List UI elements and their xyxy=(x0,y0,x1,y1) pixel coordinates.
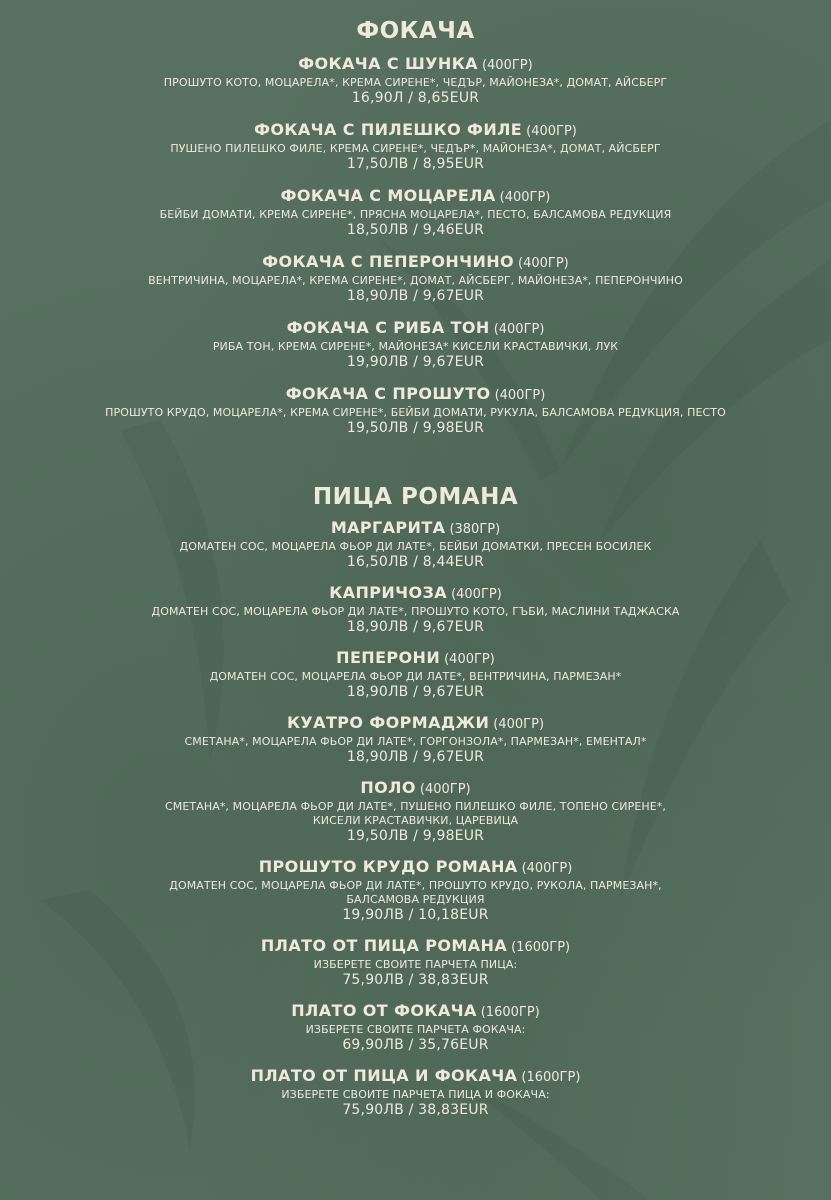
item-name: ФОКАЧА С РИБА ТОН xyxy=(286,318,490,337)
item-description: ДОМАТЕН СОС, МОЦАРЕЛА ФЬОР ДИ ЛАТЕ*, БЕЙБИ ДОМАТКИ, ПРЕСЕН БОСИЛЕК xyxy=(179,540,652,553)
item-name: КУАТРО ФОРМАДЖИ xyxy=(286,713,490,732)
item-description: ДОМАТЕН СОС, МОЦАРЕЛА ФЬОР ДИ ЛАТЕ*, ПРОШУТО КОТО, ГЪБИ, МАСЛИНИ ТАДЖАСКА xyxy=(151,605,680,618)
item-weight: (400ГР) xyxy=(444,652,495,667)
item-weight: (400ГР) xyxy=(494,388,546,403)
item-description: БЕЙБИ ДОМАТИ, КРЕМА СИРЕНЕ*, ПРЯСНА МОЦАРЕЛА*, ПЕСТО, БАЛСАМОВА РЕДУКЦИЯ xyxy=(159,208,672,221)
section-focaccia xyxy=(0,16,831,437)
item-weight: (400ГР) xyxy=(493,322,545,337)
item-name: ПЛАТО ОТ ПИЦА И ФОКАЧА xyxy=(250,1066,518,1085)
item-price: 75,90ЛВ / 38,83EUR xyxy=(342,1102,489,1118)
item-name: ФОКАЧА С МОЦАРЕЛА xyxy=(280,186,496,205)
item-description: РИБА ТОН, КРЕМА СИРЕНЕ*, МАЙОНЕЗА* КИСЕЛИ КРАСТАВИЧКИ, ЛУК xyxy=(212,340,619,353)
menu-item xyxy=(0,54,831,107)
menu-item xyxy=(0,1001,831,1054)
item-name: ФОКАЧА С ШУНКА xyxy=(298,54,478,73)
item-name: ФОКАЧА С ПЕПЕРОНЧИНО xyxy=(262,252,515,271)
item-name: ФОКАЧА С ПРОШУТО xyxy=(285,384,491,403)
menu-item xyxy=(0,713,831,766)
item-description: СМЕТАНА*, МОЦАРЕЛА ФЬОР ДИ ЛАТЕ*, ГОРГОНЗОЛА*, ПАРМЕЗАН*, ЕМЕНТАЛ* xyxy=(184,735,647,748)
item-price: 18,90ЛВ / 9,67EUR xyxy=(346,288,485,304)
menu-items xyxy=(0,518,831,1119)
menu-item xyxy=(0,857,831,924)
item-description-line-2: КИСЕЛИ КРАСТАВИЧКИ, ЦАРЕВИЦА xyxy=(312,814,519,827)
item-weight: (400ГР) xyxy=(493,717,545,732)
item-price: 19,50ЛВ / 9,98EUR xyxy=(346,420,485,436)
item-price: 17,50ЛВ / 8,95EUR xyxy=(346,156,485,172)
item-name: ФОКАЧА С ПИЛЕШКО ФИЛЕ xyxy=(254,120,523,139)
item-name: ПЕПЕРОНИ xyxy=(336,648,441,667)
item-description: ИЗБЕРЕТЕ СВОИТЕ ПАРЧЕТА ФОКАЧА: xyxy=(305,1023,526,1036)
item-price: 69,90ЛВ / 35,76EUR xyxy=(342,1037,489,1053)
item-name: ПЛАТО ОТ ПИЦА РОМАНА xyxy=(260,936,508,955)
section-pizza-romana xyxy=(0,482,831,1119)
item-description: ПУШЕНО ПИЛЕШКО ФИЛЕ, КРЕМА СИРЕНЕ*, ЧЕДЪР*, МАЙОНЕЗА*, ДОМАТ, АЙСБЕРГ xyxy=(170,142,661,155)
item-price: 75,90ЛВ / 38,83EUR xyxy=(342,972,489,988)
item-name: ПОЛО xyxy=(360,778,416,797)
menu-item xyxy=(0,648,831,701)
menu-item xyxy=(0,318,831,371)
item-price: 19,90ЛВ / 9,67EUR xyxy=(346,354,485,370)
menu-item xyxy=(0,936,831,989)
item-description: ИЗБЕРЕТЕ СВОИТЕ ПАРЧЕТА ПИЦА И ФОКАЧА: xyxy=(281,1088,550,1101)
item-weight: (400ГР) xyxy=(419,782,471,797)
item-name: ПРОШУТО КРУДО РОМАНА xyxy=(258,857,518,876)
item-weight: (400ГР) xyxy=(526,124,577,139)
item-price: 16,50ЛВ / 8,44EUR xyxy=(346,554,485,570)
item-price: 19,50ЛВ / 9,98EUR xyxy=(346,828,485,844)
item-description: ВЕНТРИЧИНА, МОЦАРЕЛА*, КРЕМА СИРЕНЕ*, ДОМАТ, АЙСБЕРГ, МАЙОНЕЗА*, ПЕПЕРОНЧИНО xyxy=(148,274,683,287)
item-price: 16,90Л / 8,65EUR xyxy=(351,90,480,106)
menu-item xyxy=(0,252,831,305)
menu-item xyxy=(0,1066,831,1119)
item-weight: (1600ГР) xyxy=(511,940,571,955)
item-weight: (400ГР) xyxy=(521,861,573,876)
item-weight: (1600ГР) xyxy=(521,1070,581,1085)
item-price: 18,90ЛВ / 9,67EUR xyxy=(346,749,485,765)
section-title: ПИЦА РОМАНА xyxy=(312,484,519,510)
item-weight: (400ГР) xyxy=(451,587,502,602)
item-weight: (400ГР) xyxy=(518,256,569,271)
item-description: ДОМАТЕН СОС, МОЦАРЕЛА ФЬОР ДИ ЛАТЕ*, ПРОШУТО КРУДО, РУКОЛА, ПАРМЕЗАН*, xyxy=(169,879,662,892)
item-description: ДОМАТЕН СОС, МОЦАРЕЛА ФЬОР ДИ ЛАТЕ*, ВЕНТРИЧИНА, ПАРМЕЗАН* xyxy=(209,670,622,683)
item-weight: (1600ГР) xyxy=(480,1005,540,1020)
item-price: 18,50ЛВ / 9,46EUR xyxy=(346,222,485,238)
item-description-line-2: БАЛСАМОВА РЕДУКЦИЯ xyxy=(346,893,485,906)
item-name: ПЛАТО ОТ ФОКАЧА xyxy=(291,1001,477,1020)
section-title: ФОКАЧА xyxy=(356,18,475,44)
item-price: 18,90ЛВ / 9,67EUR xyxy=(346,684,485,700)
menu-items xyxy=(0,54,831,437)
menu-item xyxy=(0,518,831,571)
item-description: ПРОШУТО КОТО, МОЦАРЕЛА*, КРЕМА СИРЕНЕ*, ЧЕДЪР, МАЙОНЕЗА*, ДОМАТ, АЙСБЕРГ xyxy=(163,76,668,89)
item-price: 18,90ЛВ / 9,67EUR xyxy=(346,619,485,635)
item-weight: (400ГР) xyxy=(481,58,533,73)
item-weight: (400ГР) xyxy=(499,190,551,205)
item-description: ПРОШУТО КРУДО, МОЦАРЕЛА*, КРЕМА СИРЕНЕ*, БЕЙБИ ДОМАТИ, РУКУЛА, БАЛСАМОВА РЕДУКЦИЯ, ПЕСТО xyxy=(105,406,726,419)
item-description: СМЕТАНА*, МОЦАРЕЛА ФЬОР ДИ ЛАТЕ*, ПУШЕНО ПИЛЕШКО ФИЛЕ, ТОПЕНО СИРЕНЕ*, xyxy=(164,800,667,813)
item-price: 19,90ЛВ / 10,18EUR xyxy=(342,907,489,923)
menu-item xyxy=(0,778,831,845)
item-description: ИЗБЕРЕТЕ СВОИТЕ ПАРЧЕТА ПИЦА: xyxy=(313,958,518,971)
item-name: МАРГАРИТА xyxy=(330,518,446,537)
menu-item xyxy=(0,186,831,239)
menu-item xyxy=(0,583,831,636)
menu-item xyxy=(0,120,831,173)
menu-item xyxy=(0,384,831,437)
item-weight: (380ГР) xyxy=(449,522,501,537)
item-name: КАПРИЧОЗА xyxy=(329,583,448,602)
